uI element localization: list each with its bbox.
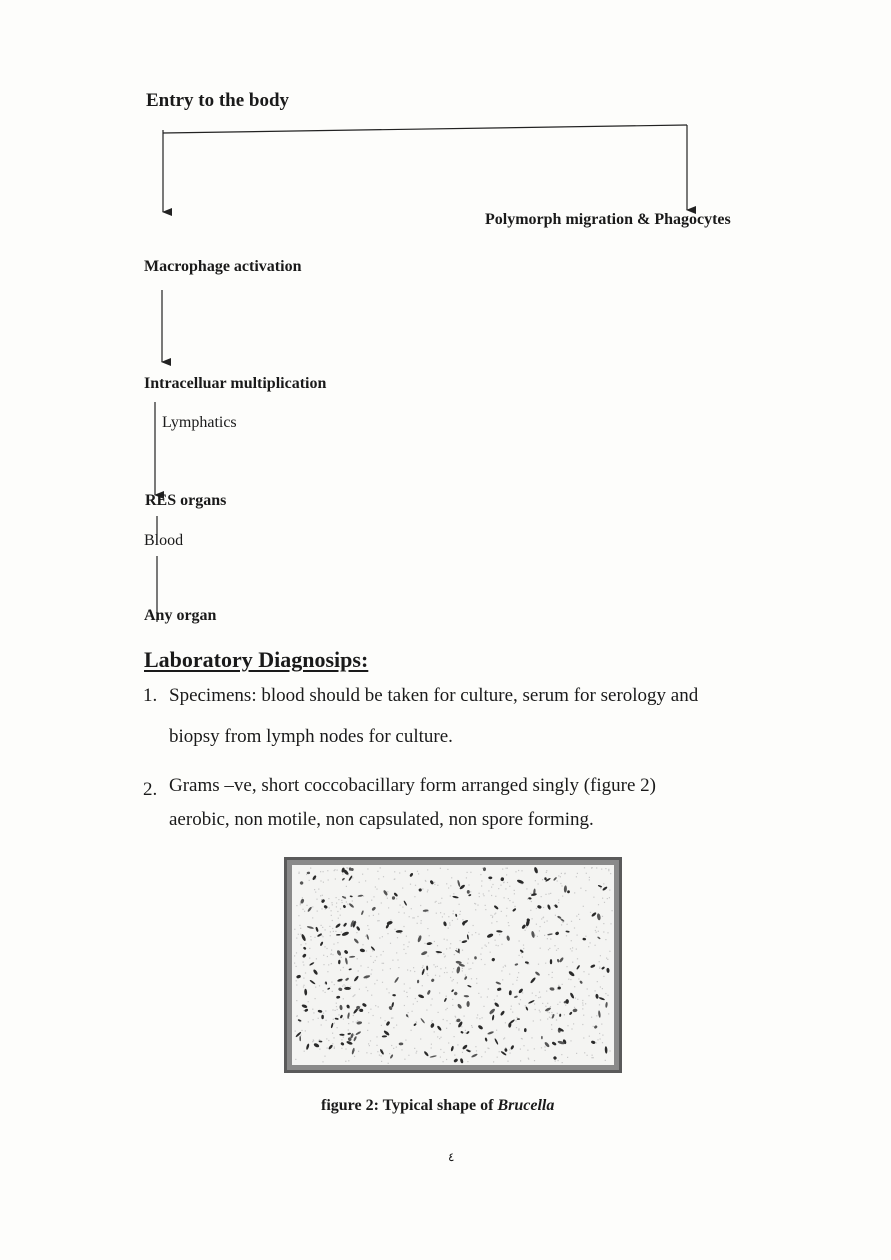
micrograph-image [284,857,622,1073]
section-heading: Laboratory Diagnosips: [144,647,369,672]
list-item-2-number: 2. [143,779,158,800]
list-item-2-line2: aerobic, non motile, non capsulated, non spore forming. [169,809,594,830]
list-item-1-line1: Specimens: blood should be taken for culture, serum for serology and [169,685,699,706]
list-item-1-number: 1. [143,685,158,706]
figure-caption-text: figure 2: Typical shape of [321,1097,498,1114]
figure-caption [321,1097,554,1115]
flow-entry-label: Entry to the body [146,90,290,111]
flow-lymphatics-label: Lymphatics [162,414,237,431]
flow-macrophage-label: Macrophage activation [144,258,302,275]
brucella-micrograph-figure [284,857,622,1073]
flow-blood-label: Blood [144,532,184,549]
flow-res-organs-label: RES organs [145,492,227,509]
flow-polymorph-label: Polymorph migration & Phagocytes [485,211,731,228]
list-item-2-line1: Grams –ve, short coccobacillary form arranged singly (figure 2) [169,775,656,796]
list-item-1-line2: biopsy from lymph nodes for culture. [169,726,453,747]
branch-line-top [163,125,687,133]
flow-intracellular-label: Intracelluar multiplication [144,375,327,392]
flow-any-organ-label: Any organ [144,607,217,624]
figure-caption-genus: Brucella [497,1097,555,1114]
page-number: ٤ [448,1150,455,1164]
